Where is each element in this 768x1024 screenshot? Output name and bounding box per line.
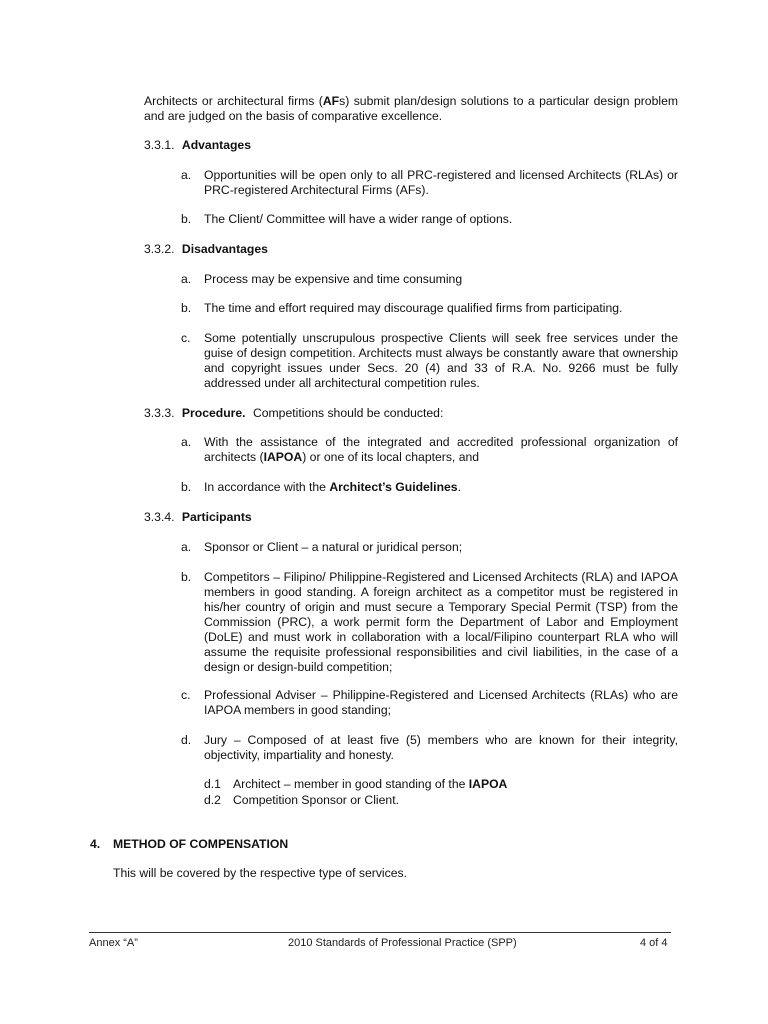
text-run: Architect – member in good standing of the bbox=[233, 777, 469, 791]
list-item-text: Process may be expensive and time consuming bbox=[204, 272, 463, 286]
section-title: Advantages bbox=[181, 138, 251, 152]
sub-list-label: d.2 bbox=[204, 793, 221, 807]
bold-iapoa: IAPOA bbox=[468, 777, 508, 791]
section-3-3-3-heading bbox=[144, 406, 443, 421]
list-item-text: Opportunities will be open only to all PRC-registered and licensed Architects (RLAs) or PRC-registered Architectural Firms (AFs). bbox=[204, 168, 678, 197]
footer-divider bbox=[89, 932, 671, 933]
section-title: Participants bbox=[181, 510, 252, 524]
sub-list-label: d.1 bbox=[204, 777, 221, 791]
list-label: a. bbox=[181, 272, 192, 286]
intro-bold-af: AF bbox=[322, 94, 340, 108]
list-label: b. bbox=[181, 480, 192, 494]
list-label: b. bbox=[181, 301, 192, 315]
footer-center: 2010 Standards of Professional Practice (SPP) bbox=[288, 937, 517, 949]
text-run: With the assistance of the integrated and accredited professional organization of architects ( bbox=[204, 435, 678, 464]
bold-guidelines: Architect’s Guidelines bbox=[329, 480, 458, 494]
section-title: Disadvantages bbox=[181, 242, 268, 256]
section-4-number: 4. bbox=[90, 837, 101, 851]
section-number: 3.3.3. bbox=[144, 406, 175, 420]
list-label: d. bbox=[181, 733, 192, 747]
list-item-text: Some potentially unscrupulous prospective Clients will seek free services under the guise of design competition. Architects must always be constantly aware that ownership and copyright issues under Secs. 20 (4) and 33 of R.A. No. 9266 must be fully addressed under all architectural competition rules. bbox=[204, 331, 678, 390]
section-number: 3.3.2. bbox=[144, 242, 175, 256]
list-label: a. bbox=[181, 168, 192, 182]
footer-page-number: 4 of 4 bbox=[640, 937, 668, 949]
list-label: c. bbox=[181, 688, 191, 702]
section-intro: Competitions should be conducted: bbox=[252, 406, 444, 420]
list-item-text: Jury – Composed of at least five (5) members who are known for their integrity, objectivity, impartiality and honesty. bbox=[204, 733, 678, 762]
footer-left: Annex “A” bbox=[89, 937, 138, 949]
section-3-3-4-heading bbox=[144, 510, 252, 525]
list-item-text bbox=[204, 435, 678, 465]
list-item-text: Sponsor or Client – a natural or juridical person; bbox=[204, 540, 463, 554]
list-item-text: The time and effort required may discourage qualified firms from participating. bbox=[204, 301, 623, 315]
section-number: 3.3.1. bbox=[144, 138, 175, 152]
list-label: b. bbox=[181, 212, 192, 226]
sub-list-item: Competition Sponsor or Client. bbox=[233, 793, 399, 807]
list-item-text: Competitors – Filipino/ Philippine-Registered and Licensed Architects (RLA) and IAPOA members in good standing. A foreign architect as a competitor must be registered in his/her country of origin and must secure a Temporary Special Permit (TSP) from the Commission (PRC), a work permit form the Department of Labor and Employment (DoLE) and must work in collaboration with a local/Filipino counterpart RLA who will assume the requisite professional responsibilities and civil liabilities, in the case of a design or design-build competition; bbox=[204, 570, 678, 674]
bold-iapoa: IAPOA bbox=[263, 450, 303, 464]
section-3-3-2-heading bbox=[144, 242, 268, 257]
list-item-text: Professional Adviser – Philippine-Registered and Licensed Architects (RLAs) who are IAPOA members in good standing; bbox=[204, 688, 678, 717]
list-label: c. bbox=[181, 331, 191, 345]
list-label: a. bbox=[181, 435, 192, 449]
list-item-text: The Client/ Committee will have a wider range of options. bbox=[204, 212, 513, 226]
text-run: . bbox=[457, 480, 461, 494]
list-item-text bbox=[204, 480, 678, 495]
sub-list-item bbox=[233, 777, 507, 792]
intro-text-2: s) submit plan/design solutions to a particular design problem and are judged on the basis of comparative excellence. bbox=[144, 94, 678, 123]
text-run: ) or one of its local chapters, and bbox=[302, 450, 480, 464]
list-label: a. bbox=[181, 540, 192, 554]
section-number: 3.3.4. bbox=[144, 510, 175, 524]
section-3-3-1-heading bbox=[144, 138, 251, 153]
intro-text-1: Architects or architectural firms ( bbox=[144, 94, 323, 108]
section-4-title: METHOD OF COMPENSATION bbox=[113, 837, 289, 851]
text-run: In accordance with the bbox=[204, 480, 330, 494]
list-label: b. bbox=[181, 570, 192, 584]
section-4-body: This will be covered by the respective type of services. bbox=[113, 866, 407, 880]
section-title: Procedure. bbox=[181, 406, 246, 420]
intro-paragraph bbox=[144, 94, 678, 124]
